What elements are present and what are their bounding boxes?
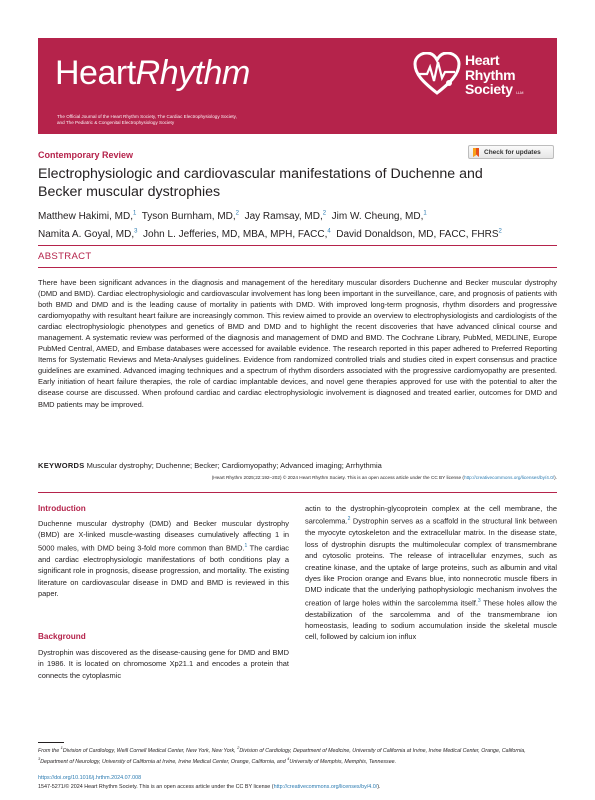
author[interactable]: Jay Ramsay, MD,$^2$ (244, 211, 327, 223)
heart-logo-icon (413, 52, 461, 96)
journal-name-regular: Heart (55, 54, 136, 92)
affiliations-footnote: From the $^1$Division of Cardiology, Weill Cornell Medical Center, New York, New York, $^2$Division of Cardiology, Department of Medicine, University of California at Irvine, Irvine Medical Center, Orange, California, $^3$Department of Neurology, University of California at Irvine, Irvine Medical Center, Orange, California, and $^4$University of Memphis, Memphis, Tennessee. (38, 745, 526, 765)
intro-heading: Introduction (38, 504, 86, 513)
abstract-text: There have been significant advances in the diagnosis and management of the hereditary muscular disorders Duchenne and Becker muscular dystrophy (DMD and BMD). Cardiac electrophysiologic and cardiovascular involvement has long been important in the surveillance, care, and prognosis of patients with both BMD and DMD and is the leading cause of mortality in patients with DMD. With improved long-term prognosis, rhythm disorders and progressive cardiomyopathy with resultant heart failure are increasingly common. This review aimed to provide an overview to electrophysiologists and cardiologists of the cardiac electrophysiologic phenotypes and genetics of BMD and DMD and to highlight the recent discoveries that have advanced clinical course and management. A systematic review was performed of the diagnosis and management of DMD and BMD. The Cochrane Library, PubMed, MEDLINE, Europe PubMed Central, AMED, and Embase databases were accessed for available evidence. The research reported in this paper adhered to Preferred Reporting Items for Systematic Reviews and Meta-Analyses guidelines. Evidence from randomized controlled trials and studies cited in expert consensus and practice guidelines are examined. Advanced imaging techniques and a spectrum of rhythm disorders associated with the progressive cardiomyopathy are presented. Early initiation of heart failure therapies, the role of cardiac implantable devices, and novel gene therapies approved for use with the potential to alter the disease course are discussed. When profound cardiac and cardiac electrophysiologic involvement is diagnosed and treated earlier, outcomes for DMD and BMD patients may be improved. (38, 278, 557, 409)
right-column-paragraph: actin to the dystrophin-glycoprotein complex at the cell membrane, the sarcolemma.$^2$ Dystrophin serves as a scaffold in the structural link between the myocyte cytoskeleton and the extracellular matrix. In the disease state, loss of dystrophin disrupts the multimolecular complex of transmembrane and cytosolic proteins. The release of intracellular enzymes, such as creatine kinase, and the uptake of large proteins, such as albumin and vital dyes like Procion orange and Evans blue, into nonnecrotic muscle fibers in DMD indicate that the underlying pathophysiologic mechanism involves the creation of large holes within the sarcolemma itself.$^3$ These holes allow the destabilization of the sarcolemma and of the transmembrane ion homeostasis, leading to sodium accumulation inside the skeletal muscle cell, followed by calcium ion influx (305, 504, 557, 642)
journal-name-italic: Rhythm (135, 54, 250, 92)
intro-paragraph: Duchenne muscular dystrophy (DMD) and Becker muscular dystrophy (BMD) are X-linked muscle-wasting diseases cumulatively affecting 1 in 5000 males, with DMD being 3-fold more common than BMD.$^1$ The cardiac and cardiac electrophysiologic manifestations of both conditions play a significant role in prognosis, disease progression, and mortality. The existing literature on cardiovascular disease in DMD and BMD is reviewed in this paper. (38, 519, 289, 598)
doi-link[interactable]: https://doi.org/10.1016/j.hrthm.2024.07.008 (38, 775, 142, 781)
author[interactable]: John L. Jefferies, MD, MBA, MPH, FACC,$^4$ (143, 228, 331, 241)
background-paragraph: Dystrophin was discovered as the disease-causing gene for DMD and BMD in 1986. It is located on chromosome Xp21.1 and encodes a protein that connects the cytoplasmic (38, 648, 289, 680)
bookmark-icon (472, 148, 480, 157)
article-title (38, 165, 518, 201)
check-updates-label: Check for updates (484, 148, 541, 156)
tagline-line: and The Pediatric & Congenital Electrophysiology Society (57, 120, 175, 126)
license-link[interactable]: http://creativecommons.org/licenses/by/4.0/ (273, 784, 378, 790)
citation-license-link[interactable]: http://creativecommons.org/licenses/by/4.0/ (463, 475, 555, 480)
society-name (465, 53, 523, 101)
section-tag: Contemporary Review (38, 150, 134, 160)
journal-name (55, 54, 250, 93)
keywords (38, 461, 557, 470)
society-line: Heart (465, 52, 500, 68)
abstract-top-rule (38, 245, 557, 246)
section-divider (38, 492, 557, 493)
check-updates-button[interactable] (468, 145, 554, 159)
title-line: Electrophysiologic and cardiovascular manifestations of Duchenne and (38, 166, 483, 182)
citation-text: (Heart Rhythm 2025;22:192–202) © 2024 Heart Rhythm Society. This is an open access article under the CC BY license ( (211, 475, 464, 480)
author[interactable]: Tyson Burnham, MD,$^2$ (141, 211, 240, 223)
author[interactable]: David Donaldson, MD, FACC, FHRS$^2$ (336, 228, 502, 241)
author[interactable]: Namita A. Goyal, MD,$^3$ (38, 228, 138, 241)
author[interactable]: Matthew Hakimi, MD,$^1$ (38, 211, 137, 223)
license-line: 1547-5271/© 2024 Heart Rhythm Society. This is an open access article under the CC BY license (http://creativecommons.org/licenses/by/4.0/). (38, 784, 381, 790)
background-heading: Background (38, 632, 86, 641)
abstract-heading: ABSTRACT (38, 251, 92, 262)
journal-banner (38, 38, 557, 134)
footnote-rule (38, 742, 64, 743)
citation: (Heart Rhythm 2025;22:192–202) © 2024 Heart Rhythm Society. This is an open access article under the CC BY license (http://creativecommons.org/licenses/by/4.0/). (211, 475, 557, 480)
keywords-label: KEYWORDS (38, 461, 85, 470)
abstract-rule (38, 267, 557, 268)
society-line: Rhythm (465, 66, 516, 83)
journal-tagline (57, 114, 237, 127)
tagline-line: The Official Journal of the Heart Rhythm Society, The Cardiac Electrophysiology Society, (57, 114, 237, 119)
society-logo (413, 46, 553, 126)
society-tm: LLM (516, 90, 524, 96)
author-list (38, 207, 563, 243)
title-line: Becker muscular dystrophies (38, 184, 221, 200)
society-line: Society (465, 81, 513, 98)
author[interactable]: Jim W. Cheung, MD,$^1$ (331, 211, 427, 223)
keywords-list: Muscular dystrophy; Duchenne; Becker; Cardiomyopathy; Advanced imaging; Arrhythmia (86, 461, 382, 470)
